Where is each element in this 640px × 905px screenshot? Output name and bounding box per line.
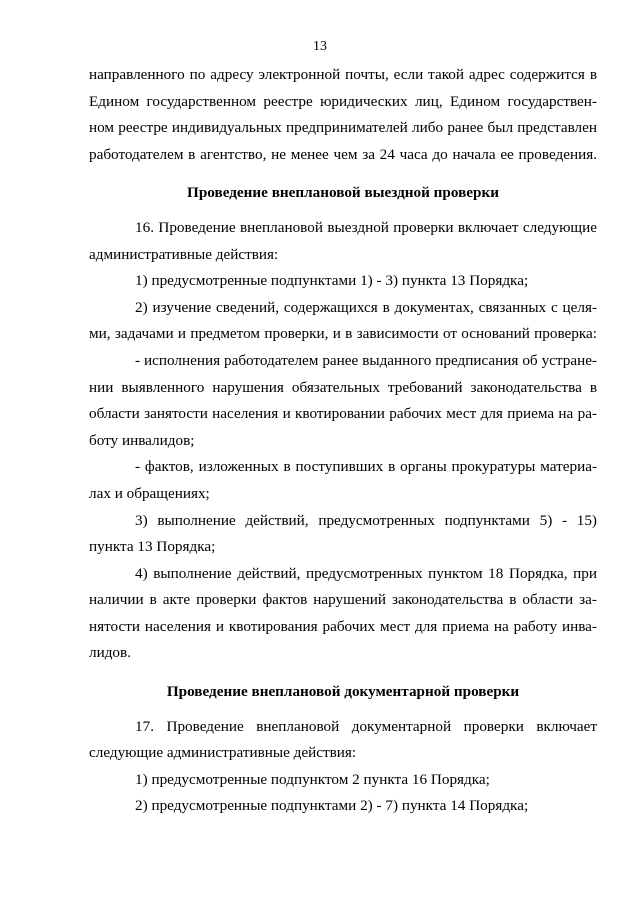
dash-item-2 xyxy=(89,454,597,507)
text-line: 17. Проведение внеплановой документарной проверки включает xyxy=(135,717,597,735)
section-heading-16: Проведение внеплановой выездной проверки xyxy=(187,184,499,202)
paragraph-17 xyxy=(89,714,597,767)
text-line: ном реестре индивидуальных предпринимателей либо ранее был представлен xyxy=(89,119,597,137)
list-item-17-2: 2) предусмотренные подпунктами 2) - 7) пункта 14 Порядка; xyxy=(135,797,529,815)
text-line: наличии в акте проверки фактов нарушений законодательства в области за- xyxy=(89,591,597,609)
text-line: следующие административные действия: xyxy=(89,744,357,762)
text-line: 3) выполнение действий, предусмотренных подпунктами 5) - 15) xyxy=(135,511,597,529)
text-line: 16. Проведение внеплановой выездной проверки включает следующие xyxy=(135,218,597,236)
section-heading-17: Проведение внеплановой документарной проверки xyxy=(166,683,520,701)
text-line: боту инвалидов; xyxy=(89,431,195,449)
text-line: нии выявленного нарушения обязательных требований законодательства в xyxy=(89,378,597,396)
text-line: нятости населения и квотирования рабочих мест для приема на работу инва- xyxy=(89,617,597,635)
list-item-16-2 xyxy=(89,295,597,348)
text-line: лах и обращениях; xyxy=(89,484,210,502)
paragraph-16 xyxy=(89,215,597,268)
list-item-16-3 xyxy=(89,508,597,561)
text-line: 4) выполнение действий, предусмотренных пунктом 18 Порядка, при xyxy=(135,564,597,582)
text-line: Едином государственном реестре юридических лиц, Едином государствен- xyxy=(89,92,597,110)
text-line: области занятости населения и квотировании рабочих мест для приема на ра- xyxy=(89,405,597,423)
intro-paragraph xyxy=(89,62,597,168)
list-item-16-4 xyxy=(89,561,597,667)
text-line: направленного по адресу электронной почты, если такой адрес содержится в xyxy=(89,66,597,83)
text-line: административные действия: xyxy=(89,245,279,263)
list-item-17-1: 1) предусмотренные подпунктом 2 пункта 16 Порядка; xyxy=(135,770,490,788)
text-line: пункта 13 Порядка; xyxy=(89,538,216,556)
text-line: - фактов, изложенных в поступивших в органы прокуратуры материа- xyxy=(135,458,597,476)
text-line: лидов. xyxy=(89,644,131,662)
text-line: ми, задачами и предметом проверки, и в зависимости от оснований проверка: xyxy=(89,325,597,343)
text-line: - исполнения работодателем ранее выданного предписания об устране- xyxy=(135,351,597,369)
dash-item-1 xyxy=(89,348,597,454)
list-item-16-1: 1) предусмотренные подпунктами 1) - 3) пункта 13 Порядка; xyxy=(135,272,529,290)
page-number: 13 xyxy=(313,39,327,54)
text-line: работодателем в агентство, не менее чем за 24 часа до начала ее проведения. xyxy=(89,145,597,163)
document-body xyxy=(89,62,597,820)
text-line: 2) изучение сведений, содержащихся в документах, связанных с целя- xyxy=(135,298,597,316)
